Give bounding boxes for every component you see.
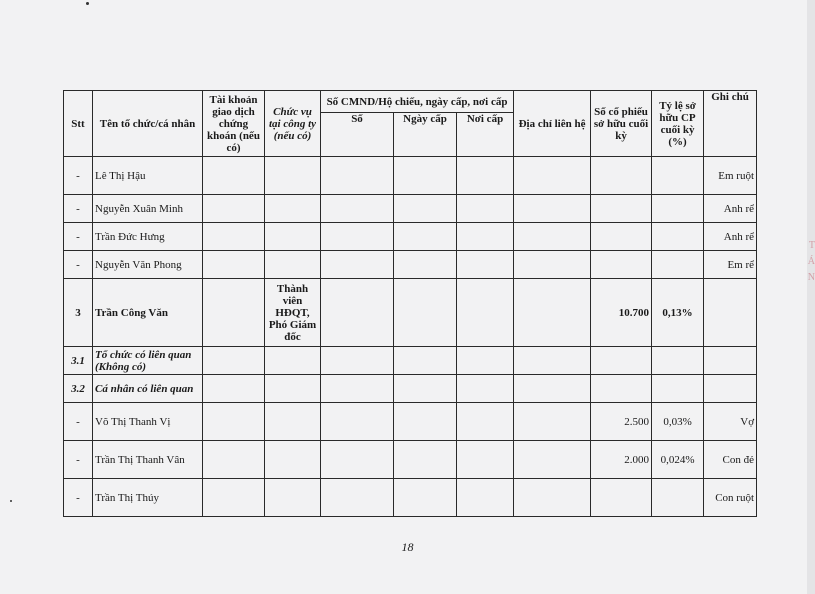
cell-issue-place (457, 157, 514, 195)
cell-stt: - (64, 195, 93, 223)
cell-issue-place (457, 279, 514, 347)
cell-id-no (321, 479, 394, 517)
cell-issue-place (457, 441, 514, 479)
cell-account (203, 479, 265, 517)
cell-issue-date (394, 347, 457, 375)
cell-shares: 2.000 (591, 441, 652, 479)
cell-issue-place (457, 251, 514, 279)
cell-note (704, 375, 757, 403)
cell-id-no (321, 279, 394, 347)
cell-position (265, 441, 321, 479)
header-issue-date: Ngày cấp (394, 113, 457, 157)
cell-account (203, 347, 265, 375)
cell-address (514, 251, 591, 279)
cell-shares: 10.700 (591, 279, 652, 347)
cell-note: Vợ (704, 403, 757, 441)
cell-name: Tổ chức có liên quan (Không có) (93, 347, 203, 375)
cell-issue-date (394, 403, 457, 441)
cell-id-no (321, 223, 394, 251)
cell-address (514, 195, 591, 223)
cell-account (203, 375, 265, 403)
header-note: Ghi chú (704, 91, 757, 157)
cell-stt: 3.1 (64, 347, 93, 375)
cell-stt: 3 (64, 279, 93, 347)
cell-ratio: 0,024% (652, 441, 704, 479)
cell-id-no (321, 251, 394, 279)
scan-speck (86, 2, 89, 5)
cell-stt: - (64, 403, 93, 441)
header-name: Tên tổ chức/cá nhân (93, 91, 203, 157)
cell-account (203, 279, 265, 347)
cell-name: Lê Thị Hậu (93, 157, 203, 195)
cell-stt: - (64, 441, 93, 479)
cell-stt: - (64, 251, 93, 279)
cell-position (265, 223, 321, 251)
cell-id-no (321, 403, 394, 441)
cell-address (514, 223, 591, 251)
cell-id-no (321, 157, 394, 195)
cell-account (203, 195, 265, 223)
cell-id-no (321, 195, 394, 223)
cell-issue-date (394, 441, 457, 479)
cell-ratio (652, 195, 704, 223)
cell-id-no (321, 347, 394, 375)
cell-issue-date (394, 479, 457, 517)
cell-shares: 2.500 (591, 403, 652, 441)
cell-id-no (321, 375, 394, 403)
cell-ratio (652, 157, 704, 195)
header-account: Tài khoản giao dịch chứng khoán (nếu có) (203, 91, 265, 157)
cell-name: Cá nhân có liên quan (93, 375, 203, 403)
cell-name: Trần Thị Thúy (93, 479, 203, 517)
table-row (64, 375, 757, 403)
table-body (64, 157, 757, 517)
header-position: Chức vụ tại công ty (nếu có) (265, 91, 321, 157)
cell-issue-date (394, 279, 457, 347)
cell-note: Con đẻ (704, 441, 757, 479)
cell-ratio (652, 251, 704, 279)
cell-note: Em rể (704, 251, 757, 279)
header-address: Địa chỉ liên hệ (514, 91, 591, 157)
cell-address (514, 403, 591, 441)
cell-issue-place (457, 375, 514, 403)
cell-issue-place (457, 479, 514, 517)
cell-address (514, 157, 591, 195)
cell-shares (591, 479, 652, 517)
cell-shares (591, 347, 652, 375)
cell-issue-place (457, 195, 514, 223)
table-row (64, 441, 757, 479)
cell-name: Trần Đức Hưng (93, 223, 203, 251)
table-row (64, 479, 757, 517)
header-shares: Số cổ phiếu sở hữu cuối kỳ (591, 91, 652, 157)
cell-shares (591, 375, 652, 403)
cell-ratio (652, 375, 704, 403)
table-row (64, 403, 757, 441)
cell-name: Trần Công Văn (93, 279, 203, 347)
cell-ratio (652, 223, 704, 251)
cell-shares (591, 223, 652, 251)
table-row (64, 195, 757, 223)
table-row (64, 279, 757, 347)
header-issue-place: Nơi cấp (457, 113, 514, 157)
cell-note (704, 279, 757, 347)
cell-shares (591, 157, 652, 195)
cell-stt: - (64, 223, 93, 251)
cell-position (265, 251, 321, 279)
cell-account (203, 157, 265, 195)
cell-note: Anh rể (704, 195, 757, 223)
cell-account (203, 403, 265, 441)
cell-position (265, 375, 321, 403)
table-row (64, 157, 757, 195)
cell-id-no (321, 441, 394, 479)
cell-note: Con ruột (704, 479, 757, 517)
cell-position (265, 403, 321, 441)
cell-position (265, 479, 321, 517)
cell-ratio (652, 479, 704, 517)
cell-account (203, 223, 265, 251)
cell-name: Võ Thị Thanh Vị (93, 403, 203, 441)
cell-name: Trần Thị Thanh Vân (93, 441, 203, 479)
scan-speck (10, 500, 12, 502)
header-ratio: Tỷ lệ sở hữu CP cuối kỳ (%) (652, 91, 704, 157)
cell-stt: - (64, 157, 93, 195)
cell-account (203, 441, 265, 479)
cell-name: Nguyễn Xuân Minh (93, 195, 203, 223)
cell-issue-place (457, 403, 514, 441)
cell-shares (591, 195, 652, 223)
cell-issue-date (394, 375, 457, 403)
cell-issue-date (394, 223, 457, 251)
cell-ratio: 0,13% (652, 279, 704, 347)
header-id-group: Số CMND/Hộ chiếu, ngày cấp, nơi cấp (321, 91, 514, 113)
table-row (64, 347, 757, 375)
page-number: 18 (401, 540, 414, 554)
cell-ratio (652, 347, 704, 375)
cell-shares (591, 251, 652, 279)
cell-position (265, 157, 321, 195)
related-persons-table (63, 90, 757, 517)
cell-address (514, 479, 591, 517)
cell-note: Anh rể (704, 223, 757, 251)
cell-address (514, 375, 591, 403)
cell-issue-date (394, 195, 457, 223)
cell-issue-place (457, 347, 514, 375)
cell-note (704, 347, 757, 375)
cell-issue-place (457, 223, 514, 251)
table-row (64, 251, 757, 279)
cell-address (514, 441, 591, 479)
cell-stt: 3.2 (64, 375, 93, 403)
cell-ratio: 0,03% (652, 403, 704, 441)
red-stamp-fragment: T Á N (807, 240, 815, 283)
table-row (64, 223, 757, 251)
cell-issue-date (394, 157, 457, 195)
cell-issue-date (394, 251, 457, 279)
cell-address (514, 279, 591, 347)
cell-position (265, 195, 321, 223)
cell-account (203, 251, 265, 279)
cell-note: Em ruột (704, 157, 757, 195)
cell-name: Nguyễn Văn Phong (93, 251, 203, 279)
cell-position: Thành viên HĐQT, Phó Giám đốc (265, 279, 321, 347)
cell-position (265, 347, 321, 375)
header-id-no: Số (321, 113, 394, 157)
header-stt: Stt (64, 91, 93, 157)
cell-stt: - (64, 479, 93, 517)
cell-address (514, 347, 591, 375)
